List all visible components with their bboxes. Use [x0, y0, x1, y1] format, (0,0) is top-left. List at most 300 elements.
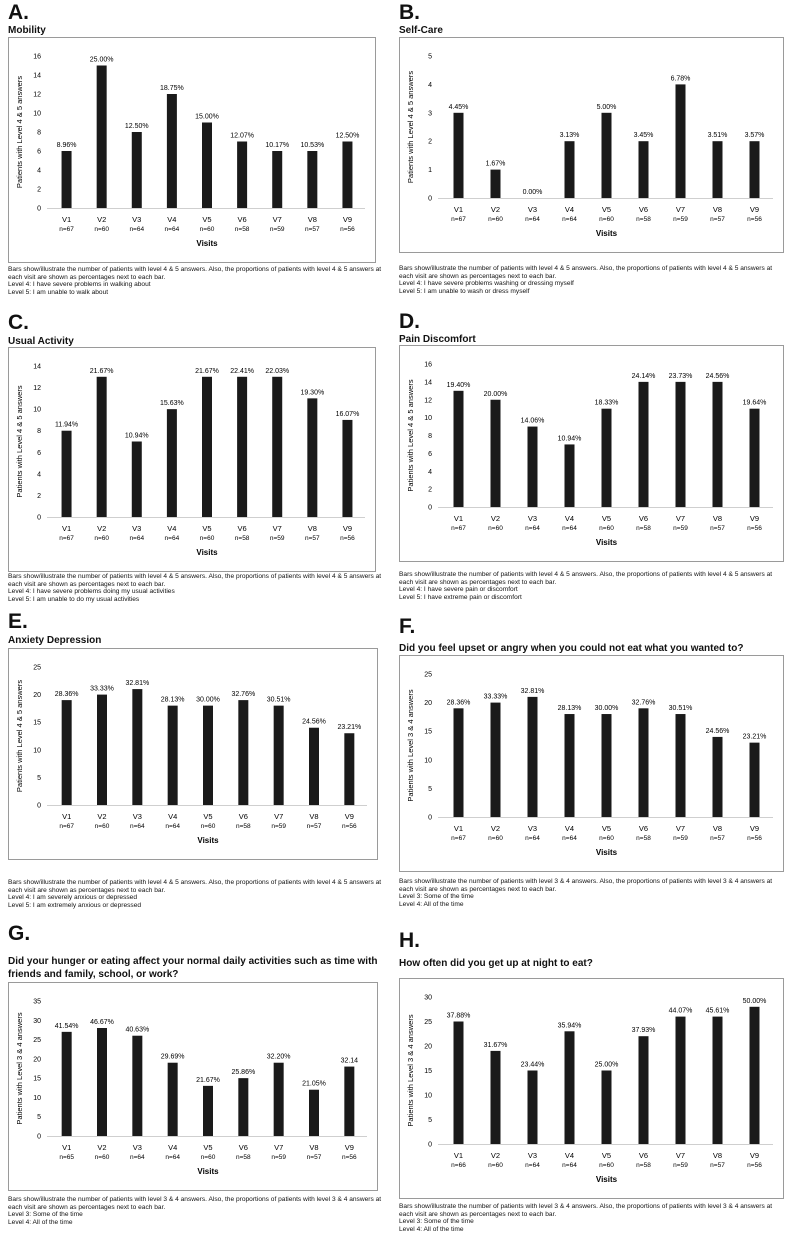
y-tick-label: 15 [33, 1075, 41, 1083]
data-label: 3.45% [633, 132, 654, 140]
caption-line: Bars show/illustrate the number of patients with level 4 & 5 answers. Also, the proportions of patients with level 4 & 5 answers at [399, 265, 773, 272]
chart-title: Usual Activity [8, 336, 74, 347]
bar [491, 703, 501, 817]
y-tick-label: 14 [424, 379, 432, 387]
x-tick-label: V1 [61, 524, 72, 533]
panel-letter: A. [8, 1, 29, 24]
y-tick-label: 30 [424, 994, 432, 1002]
caption-line: Level 4: I have severe problems washing or dressing myself [399, 280, 574, 288]
x-tick-label: V3 [132, 215, 142, 224]
x-tick-label: V5 [203, 1143, 213, 1152]
data-label: 12.07% [230, 132, 254, 140]
y-tick-label: 5 [428, 1117, 432, 1124]
sample-size-label: n=64 [129, 226, 145, 233]
bar [97, 1028, 107, 1136]
y-tick-label: 35 [33, 998, 41, 1006]
data-label: 18.75% [160, 85, 184, 92]
bar [750, 743, 760, 817]
x-tick-label: V8 [307, 524, 317, 533]
data-label: 6.78% [670, 75, 691, 83]
bar [167, 94, 177, 208]
sample-size-label: n=66 [451, 1162, 466, 1169]
bar [454, 708, 464, 817]
y-tick-label: 0 [428, 814, 432, 822]
y-tick-label: 6 [37, 449, 41, 457]
sample-size-label: n=60 [200, 823, 216, 830]
x-tick-label: V8 [309, 1143, 319, 1152]
caption-line: each visit are shown as percentages next to each bar. [8, 580, 166, 588]
sample-size-label: n=60 [94, 535, 109, 542]
caption-line: Bars show/illustrate the number of patients with level 3 & 4 answers. Also, the proportions of patients with level 3 & 4 answers at [399, 1203, 773, 1210]
data-label: 22.03% [265, 367, 290, 375]
data-label: 3.57% [744, 132, 765, 140]
bar [272, 151, 282, 208]
x-tick-label: V7 [675, 205, 686, 214]
sample-size-label: n=57 [710, 835, 725, 842]
data-label: 37.93% [631, 1027, 656, 1035]
bar [491, 400, 501, 507]
chart-frame [8, 37, 376, 263]
bar [344, 733, 354, 805]
data-label: 23.21% [337, 724, 362, 732]
bar [307, 398, 317, 517]
x-tick-label: V2 [490, 824, 501, 833]
x-tick-label: V1 [62, 1143, 72, 1152]
sample-size-label: n=59 [269, 535, 285, 542]
y-axis-label: Patients with Level 3 & 4 answers [406, 689, 415, 802]
x-tick-label: V6 [238, 812, 248, 821]
x-tick-label: V3 [132, 812, 142, 821]
data-label: 19.40% [446, 381, 471, 389]
sample-size-label: n=64 [165, 1154, 180, 1161]
sample-size-label: n=67 [451, 525, 466, 532]
x-tick-label: V7 [675, 514, 686, 523]
y-tick-label: 0 [37, 1133, 41, 1141]
bar-chart [9, 983, 379, 1192]
y-axis-label: Patients with Level 4 & 5 answers [15, 679, 24, 793]
sample-size-label: n=64 [129, 535, 145, 542]
bar [750, 1007, 760, 1144]
x-axis-label: Visits [595, 229, 618, 238]
bar-chart [400, 38, 785, 254]
bar [565, 714, 575, 817]
sample-size-label: n=56 [747, 216, 762, 223]
bar [132, 132, 142, 208]
sample-size-label: n=64 [562, 835, 577, 842]
bar [639, 1036, 649, 1144]
y-tick-label: 2 [37, 492, 41, 500]
y-tick-label: 16 [424, 361, 432, 369]
sample-size-label: n=56 [747, 525, 762, 532]
sample-size-label: n=64 [130, 1154, 145, 1161]
bar-chart [400, 979, 785, 1200]
sample-size-label: n=60 [199, 226, 215, 233]
bar [565, 141, 575, 198]
sample-size-label: n=59 [673, 525, 688, 532]
x-tick-label: V2 [97, 1143, 107, 1152]
panel-letter: H. [399, 929, 420, 952]
panel-letter: C. [8, 311, 29, 334]
x-tick-label: V3 [527, 514, 538, 523]
x-tick-label: V6 [238, 1143, 248, 1152]
bar [565, 1031, 575, 1144]
sample-size-label: n=57 [305, 226, 320, 233]
sample-size-label: n=56 [747, 835, 762, 842]
data-label: 32.76% [231, 691, 256, 699]
caption-line: each visit are shown as percentages next to each bar. [8, 1203, 166, 1211]
panel-letter: G. [8, 922, 31, 945]
y-tick-label: 15 [33, 719, 41, 727]
sample-size-label: n=64 [525, 216, 540, 223]
bar [132, 689, 142, 805]
sample-size-label: n=60 [488, 525, 503, 532]
data-label: 28.36% [54, 691, 79, 699]
data-label: 28.13% [160, 696, 185, 704]
bar-chart [400, 346, 785, 563]
chart-frame [8, 982, 378, 1191]
data-label: 24.56% [705, 372, 730, 380]
x-tick-label: V5 [601, 824, 612, 833]
caption-line: Bars show/illustrate the number of patients with level 4 & 5 answers. Also, the proportions of patients with level 4 & 5 answers at [8, 266, 382, 273]
data-label: 21.67% [89, 367, 114, 375]
x-tick-label: V4 [168, 1143, 178, 1152]
x-tick-label: V2 [490, 1151, 501, 1160]
sample-size-label: n=60 [599, 216, 614, 223]
y-tick-label: 10 [424, 415, 432, 423]
data-label: 31.67% [483, 1041, 508, 1049]
y-tick-label: 2 [428, 138, 432, 146]
data-label: 14.06% [520, 417, 545, 425]
sample-size-label: n=56 [342, 1154, 357, 1161]
sample-size-label: n=60 [599, 1162, 614, 1169]
data-label: 25.00% [594, 1061, 619, 1069]
chart-frame [399, 37, 784, 253]
data-label: 10.17% [265, 142, 290, 149]
x-axis-label: Visits [197, 836, 219, 845]
data-label: 12.50% [335, 132, 360, 140]
data-label: 32.81% [125, 680, 150, 688]
data-label: 30.51% [266, 696, 291, 704]
y-tick-label: 25 [33, 664, 41, 672]
sample-size-label: n=57 [305, 535, 320, 542]
sample-size-label: n=59 [673, 1162, 688, 1169]
x-tick-label: V3 [132, 1143, 142, 1152]
data-label: 19.64% [742, 399, 767, 407]
bar [750, 409, 760, 507]
chart-caption [8, 573, 381, 603]
y-tick-label: 5 [428, 785, 432, 793]
data-label: 24.56% [705, 727, 730, 735]
sample-size-label: n=64 [562, 525, 577, 532]
caption-line: Bars show/illustrate the number of patients with level 3 & 4 answers. Also, the proportions of patients with level 3 & 4 answers at [8, 1196, 382, 1203]
sample-size-label: n=57 [710, 1162, 725, 1169]
data-label: 28.13% [557, 705, 582, 713]
sample-size-label: n=64 [164, 226, 180, 233]
sample-size-label: n=56 [747, 1162, 762, 1169]
y-tick-label: 5 [37, 774, 41, 782]
x-tick-label: V3 [132, 524, 142, 533]
sample-size-label: n=60 [200, 1154, 216, 1161]
bar [272, 377, 282, 517]
chart-caption [8, 1196, 381, 1226]
y-tick-label: 20 [424, 700, 432, 708]
sample-size-label: n=60 [488, 216, 503, 223]
data-label: 32.76% [631, 699, 656, 707]
caption-line: Level 4: All of the time [8, 1218, 73, 1226]
y-tick-label: 10 [424, 757, 432, 765]
data-label: 1.67% [485, 160, 506, 168]
data-label: 4.45% [448, 103, 469, 111]
sample-size-label: n=57 [710, 525, 725, 532]
bar [602, 714, 612, 817]
bar [750, 141, 760, 198]
y-axis-label: Patients with Level 3 & 4 answers [406, 1014, 415, 1127]
sample-size-label: n=57 [306, 823, 322, 830]
data-label: 30.51% [668, 705, 693, 713]
sample-size-label: n=58 [234, 535, 250, 542]
y-axis-label: Patients with Level 4 & 5 answers [15, 385, 24, 498]
x-tick-label: V4 [167, 215, 177, 224]
x-axis-label: Visits [595, 1175, 618, 1184]
y-tick-label: 8 [37, 129, 41, 137]
bar [639, 708, 649, 817]
x-tick-label: V7 [274, 812, 284, 821]
data-label: 10.94% [557, 435, 582, 443]
caption-line: Level 5: I am unable to do my usual activities [8, 595, 140, 603]
caption-line: Level 4: I have severe pain or discomfort [399, 586, 518, 594]
bar [203, 706, 213, 805]
data-label: 23.44% [520, 1061, 545, 1069]
x-axis-label: Visits [595, 848, 618, 857]
sample-size-label: n=58 [234, 226, 250, 233]
x-tick-label: V3 [527, 205, 538, 214]
sample-size-label: n=57 [710, 216, 725, 223]
sample-size-label: n=64 [525, 1162, 540, 1169]
sample-size-label: n=58 [236, 823, 251, 830]
caption-line: Level 4: I have severe problems in walking about [8, 281, 151, 289]
bar [676, 382, 686, 507]
bar [528, 697, 538, 817]
x-tick-label: V9 [344, 1143, 354, 1152]
x-tick-label: V7 [675, 1151, 686, 1160]
data-label: 46.67% [90, 1019, 114, 1026]
y-tick-label: 20 [33, 1056, 41, 1064]
x-tick-label: V1 [453, 1151, 464, 1160]
bar [342, 142, 352, 209]
x-tick-label: V2 [97, 215, 107, 224]
sample-size-label: n=56 [342, 823, 357, 830]
data-label: 29.69% [160, 1053, 185, 1061]
x-tick-label: V3 [527, 824, 538, 833]
y-tick-label: 6 [37, 148, 41, 156]
panel-letter: E. [8, 610, 28, 633]
x-tick-label: V9 [749, 514, 760, 523]
x-tick-label: V5 [601, 1151, 612, 1160]
bar [639, 141, 649, 198]
x-tick-label: V6 [237, 524, 247, 533]
bar [307, 151, 317, 208]
y-tick-label: 0 [37, 514, 41, 522]
caption-line: each visit are shown as percentages next to each bar. [399, 1210, 557, 1218]
caption-line: Level 5: I have extreme pain or discomfort [399, 593, 522, 601]
bar [97, 377, 107, 517]
data-label: 16.07% [335, 410, 360, 418]
y-tick-label: 4 [428, 81, 432, 89]
x-tick-label: V5 [202, 524, 212, 533]
bar-chart [9, 348, 377, 573]
sample-size-label: n=60 [199, 535, 215, 542]
sample-size-label: n=67 [451, 216, 466, 223]
x-tick-label: V7 [272, 524, 282, 533]
y-tick-label: 25 [424, 1019, 432, 1026]
data-label: 21.67% [196, 1076, 220, 1084]
y-tick-label: 20 [424, 1043, 432, 1051]
bar [274, 1063, 284, 1136]
chart-frame [399, 978, 784, 1199]
x-tick-label: V4 [564, 205, 575, 214]
data-label: 45.61% [705, 1007, 730, 1015]
sample-size-label: n=59 [673, 835, 688, 842]
x-tick-label: V2 [97, 812, 107, 821]
x-tick-label: V8 [307, 215, 317, 224]
x-tick-label: V4 [167, 524, 177, 533]
caption-line: Level 4: I am severely anxious or depressed [8, 894, 138, 902]
bar [454, 391, 464, 507]
data-label: 32.14 [340, 1057, 359, 1065]
data-label: 32.20% [266, 1053, 291, 1061]
y-tick-label: 15 [424, 1068, 432, 1075]
chart-title: Mobility [8, 25, 46, 36]
x-tick-label: V1 [61, 215, 72, 224]
chart-frame [8, 648, 378, 860]
y-tick-label: 2 [37, 186, 41, 194]
bar [202, 377, 212, 517]
y-tick-label: 0 [428, 504, 432, 512]
chart-caption [399, 265, 772, 295]
sample-size-label: n=67 [59, 823, 74, 830]
data-label: 5.00% [596, 103, 617, 111]
x-tick-label: V9 [749, 824, 760, 833]
bar [168, 706, 178, 805]
sample-size-label: n=64 [525, 835, 540, 842]
y-axis-label: Patients with Level 4 & 5 answers [15, 75, 24, 189]
data-label: 41.54% [54, 1022, 79, 1030]
y-tick-label: 8 [37, 428, 41, 436]
y-tick-label: 5 [37, 1114, 41, 1122]
x-tick-label: V7 [272, 215, 282, 224]
x-axis-label: Visits [595, 538, 618, 547]
data-label: 11.94% [54, 421, 79, 429]
data-label: 25.86% [231, 1069, 256, 1077]
caption-line: Bars show/illustrate the number of patients with level 3 & 4 answers. Also, the proportions of patients with level 3 & 4 answers at [399, 878, 773, 885]
panel-letter: B. [399, 1, 420, 24]
caption-line: each visit are shown as percentages next to each bar. [399, 578, 557, 586]
y-tick-label: 15 [424, 728, 432, 736]
bar [491, 1051, 501, 1144]
chart-title: Pain Discomfort [399, 334, 476, 345]
x-tick-label: V7 [274, 1143, 284, 1152]
bar [565, 444, 575, 507]
sample-size-label: n=58 [236, 1154, 251, 1161]
y-axis-label: Patients with Level 3 & 4 answers [15, 1012, 24, 1125]
y-tick-label: 12 [424, 397, 432, 405]
bar [309, 728, 319, 805]
sample-size-label: n=57 [306, 1154, 322, 1161]
chart-caption [8, 879, 381, 909]
x-tick-label: V8 [712, 824, 723, 833]
y-tick-label: 10 [424, 1092, 432, 1100]
data-label: 40.63% [125, 1026, 150, 1034]
y-tick-label: 30 [33, 1017, 41, 1025]
bar [132, 442, 142, 518]
x-axis-label: Visits [196, 548, 218, 557]
bar [602, 113, 612, 198]
y-tick-label: 3 [428, 110, 432, 118]
sample-size-label: n=58 [636, 216, 651, 223]
y-tick-label: 25 [424, 671, 432, 679]
data-label: 15.00% [195, 113, 219, 121]
y-tick-label: 16 [33, 53, 41, 61]
bar-chart [400, 656, 785, 873]
bar [237, 142, 247, 209]
x-tick-label: V2 [490, 514, 501, 523]
chart-caption [399, 571, 772, 601]
x-tick-label: V6 [638, 514, 649, 523]
data-label: 50.00% [742, 997, 767, 1005]
data-label: 20.00% [483, 390, 508, 398]
sample-size-label: n=60 [94, 1154, 110, 1161]
x-tick-label: V3 [527, 1151, 538, 1160]
data-label: 19.30% [300, 389, 325, 397]
caption-line: Level 5: I am extremely anxious or depressed [8, 901, 142, 909]
x-tick-label: V8 [309, 812, 319, 821]
caption-line: Level 4: I have severe problems doing my usual activities [8, 588, 175, 596]
caption-line: Level 5: I am unable to wash or dress myself [399, 287, 530, 295]
sample-size-label: n=64 [525, 525, 540, 532]
x-axis-label: Visits [197, 1167, 219, 1176]
sample-size-label: n=67 [451, 835, 466, 842]
y-tick-label: 1 [428, 167, 432, 175]
caption-line: Bars show/illustrate the number of patients with level 4 & 5 answers. Also, the proportions of patients with level 4 & 5 answers at [8, 573, 382, 580]
caption-line: Bars show/illustrate the number of patients with level 4 & 5 answers. Also, the proportions of patients with level 4 & 5 answers at [399, 571, 773, 578]
y-tick-label: 2 [428, 486, 432, 494]
chart-title: Did your hunger or eating affect your normal daily activities such as time with friends and family, school, or work? [8, 956, 378, 980]
chart-title: How often did you get up at night to eat? [399, 958, 593, 969]
sample-size-label: n=60 [94, 226, 109, 233]
bar [454, 1022, 464, 1145]
bar [344, 1067, 354, 1136]
bar-chart [9, 38, 377, 264]
bar [274, 706, 284, 805]
y-tick-label: 20 [33, 692, 41, 700]
y-tick-label: 4 [37, 167, 41, 175]
data-label: 10.94% [124, 432, 149, 440]
sample-size-label: n=60 [599, 525, 614, 532]
bar [238, 1078, 248, 1136]
y-axis-label: Patients with Level 4 & 5 answers [406, 379, 415, 492]
bar [713, 141, 723, 198]
caption-line: each visit are shown as percentages next to each bar. [8, 273, 166, 281]
caption-line: Level 5: I am unable to walk about [8, 288, 109, 296]
bar [309, 1090, 319, 1136]
x-tick-label: V4 [564, 514, 575, 523]
sample-size-label: n=59 [271, 823, 286, 830]
bar [132, 1036, 142, 1136]
y-tick-label: 10 [33, 1094, 41, 1102]
sample-size-label: n=64 [562, 1162, 577, 1169]
x-tick-label: V1 [453, 205, 464, 214]
x-tick-label: V9 [749, 1151, 760, 1160]
